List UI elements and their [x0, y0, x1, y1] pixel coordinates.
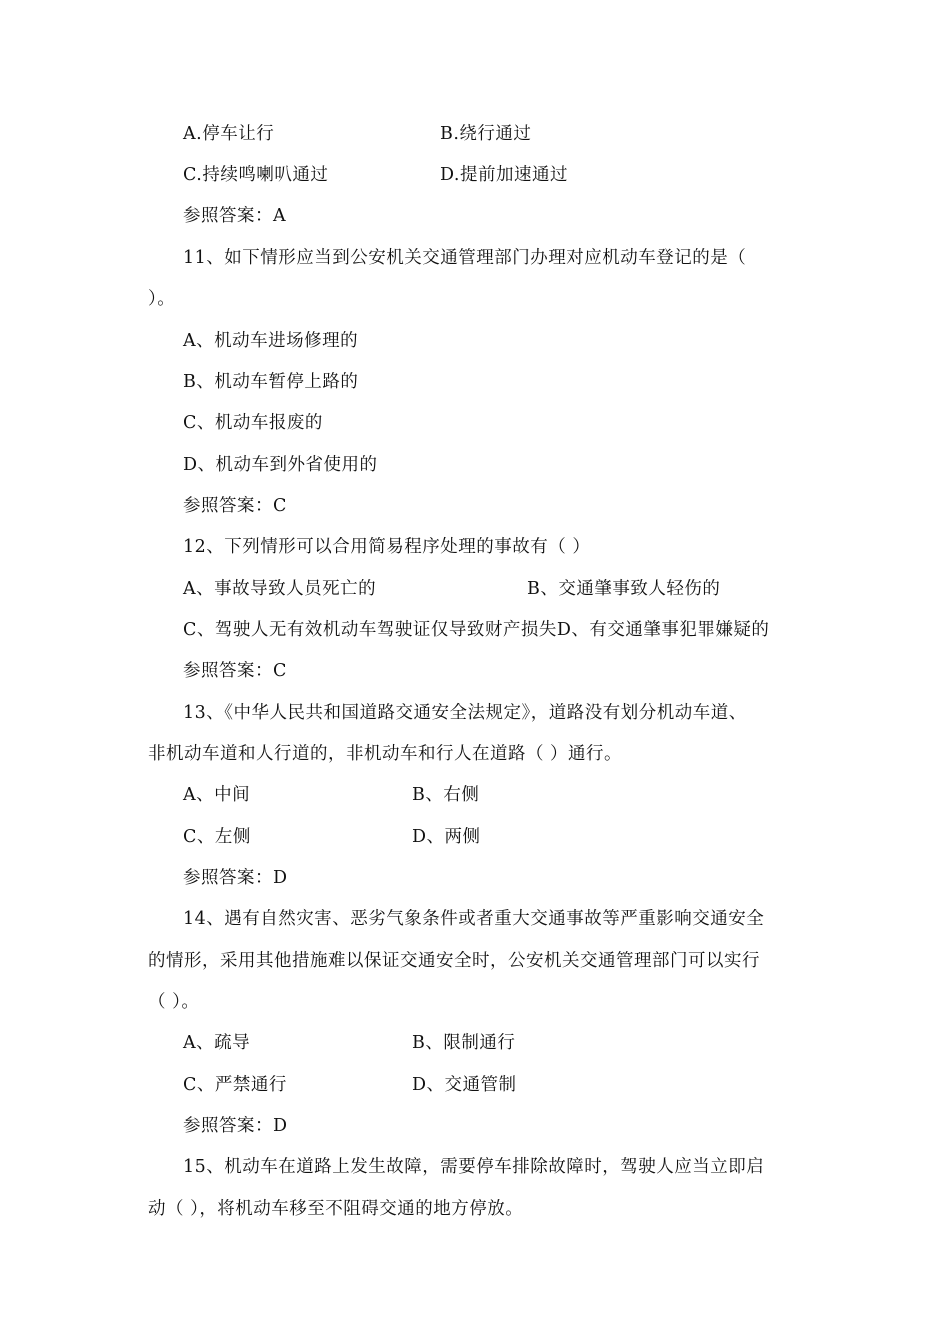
- q11-question-line1: 11、如下情形应当到公安机关交通管理部门办理对应机动车登记的是（: [183, 248, 747, 268]
- q13-question-line1: 13、《中华人民共和国道路交通安全法规定》，道路没有划分机动车道、: [183, 703, 747, 723]
- q13-question-line2: 非机动车道和人行道的，非机动车和行人在道路（ ）通行。: [148, 744, 623, 764]
- q13-option-d: D、两侧: [412, 827, 481, 847]
- q13-option-a: A、中间: [183, 785, 251, 805]
- q10-option-c: C.持续鸣喇叭通过: [183, 165, 329, 185]
- q12-option-cd: C、驾驶人无有效机动车驾驶证仅导致财产损失D、有交通肇事犯罪嫌疑的: [183, 620, 770, 640]
- q13-option-b: B、右侧: [412, 785, 480, 805]
- q11-option-b: B、机动车暂停上路的: [183, 372, 359, 392]
- q12-question-line1: 12、下列情形可以合用简易程序处理的事故有（ ）: [183, 537, 591, 557]
- q15-question-line2: 动（ ），将机动车移至不阻碍交通的地方停放。: [148, 1199, 524, 1219]
- q11-option-a: A、机动车进场修理的: [183, 331, 359, 351]
- q11-option-c: C、机动车报废的: [183, 413, 323, 433]
- q14-answer: 参照答案：D: [183, 1116, 288, 1136]
- q12-answer: 参照答案：C: [183, 661, 287, 681]
- q11-option-d: D、机动车到外省使用的: [183, 455, 378, 475]
- q13-option-c: C、左侧: [183, 827, 251, 847]
- q10-option-b: B.绕行通过: [440, 124, 532, 144]
- q14-question-line3: （ ）。: [148, 992, 200, 1012]
- q14-question-line2: 的情形，采用其他措施难以保证交通安全时，公安机关交通管理部门可以实行: [148, 951, 760, 971]
- q14-option-d: D、交通管制: [412, 1075, 517, 1095]
- q14-option-b: B、限制通行: [412, 1033, 516, 1053]
- q10-option-d: D.提前加速通过: [440, 165, 568, 185]
- q14-question-line1: 14、遇有自然灾害、恶劣气象条件或者重大交通事故等严重影响交通安全: [183, 909, 765, 929]
- q11-question-line2: ）。: [148, 289, 176, 309]
- q11-answer: 参照答案：C: [183, 496, 287, 516]
- q15-question-line1: 15、机动车在道路上发生故障，需要停车排除故障时，驾驶人应当立即启: [183, 1157, 765, 1177]
- q12-option-b: B、交通肇事致人轻伤的: [527, 579, 721, 599]
- q10-option-a: A.停车让行: [183, 124, 275, 144]
- q12-option-a: A、事故导致人员死亡的: [183, 579, 377, 599]
- q10-answer: 参照答案：A: [183, 206, 287, 226]
- q14-option-c: C、严禁通行: [183, 1075, 287, 1095]
- q14-option-a: A、疏导: [183, 1033, 251, 1053]
- q13-answer: 参照答案：D: [183, 868, 288, 888]
